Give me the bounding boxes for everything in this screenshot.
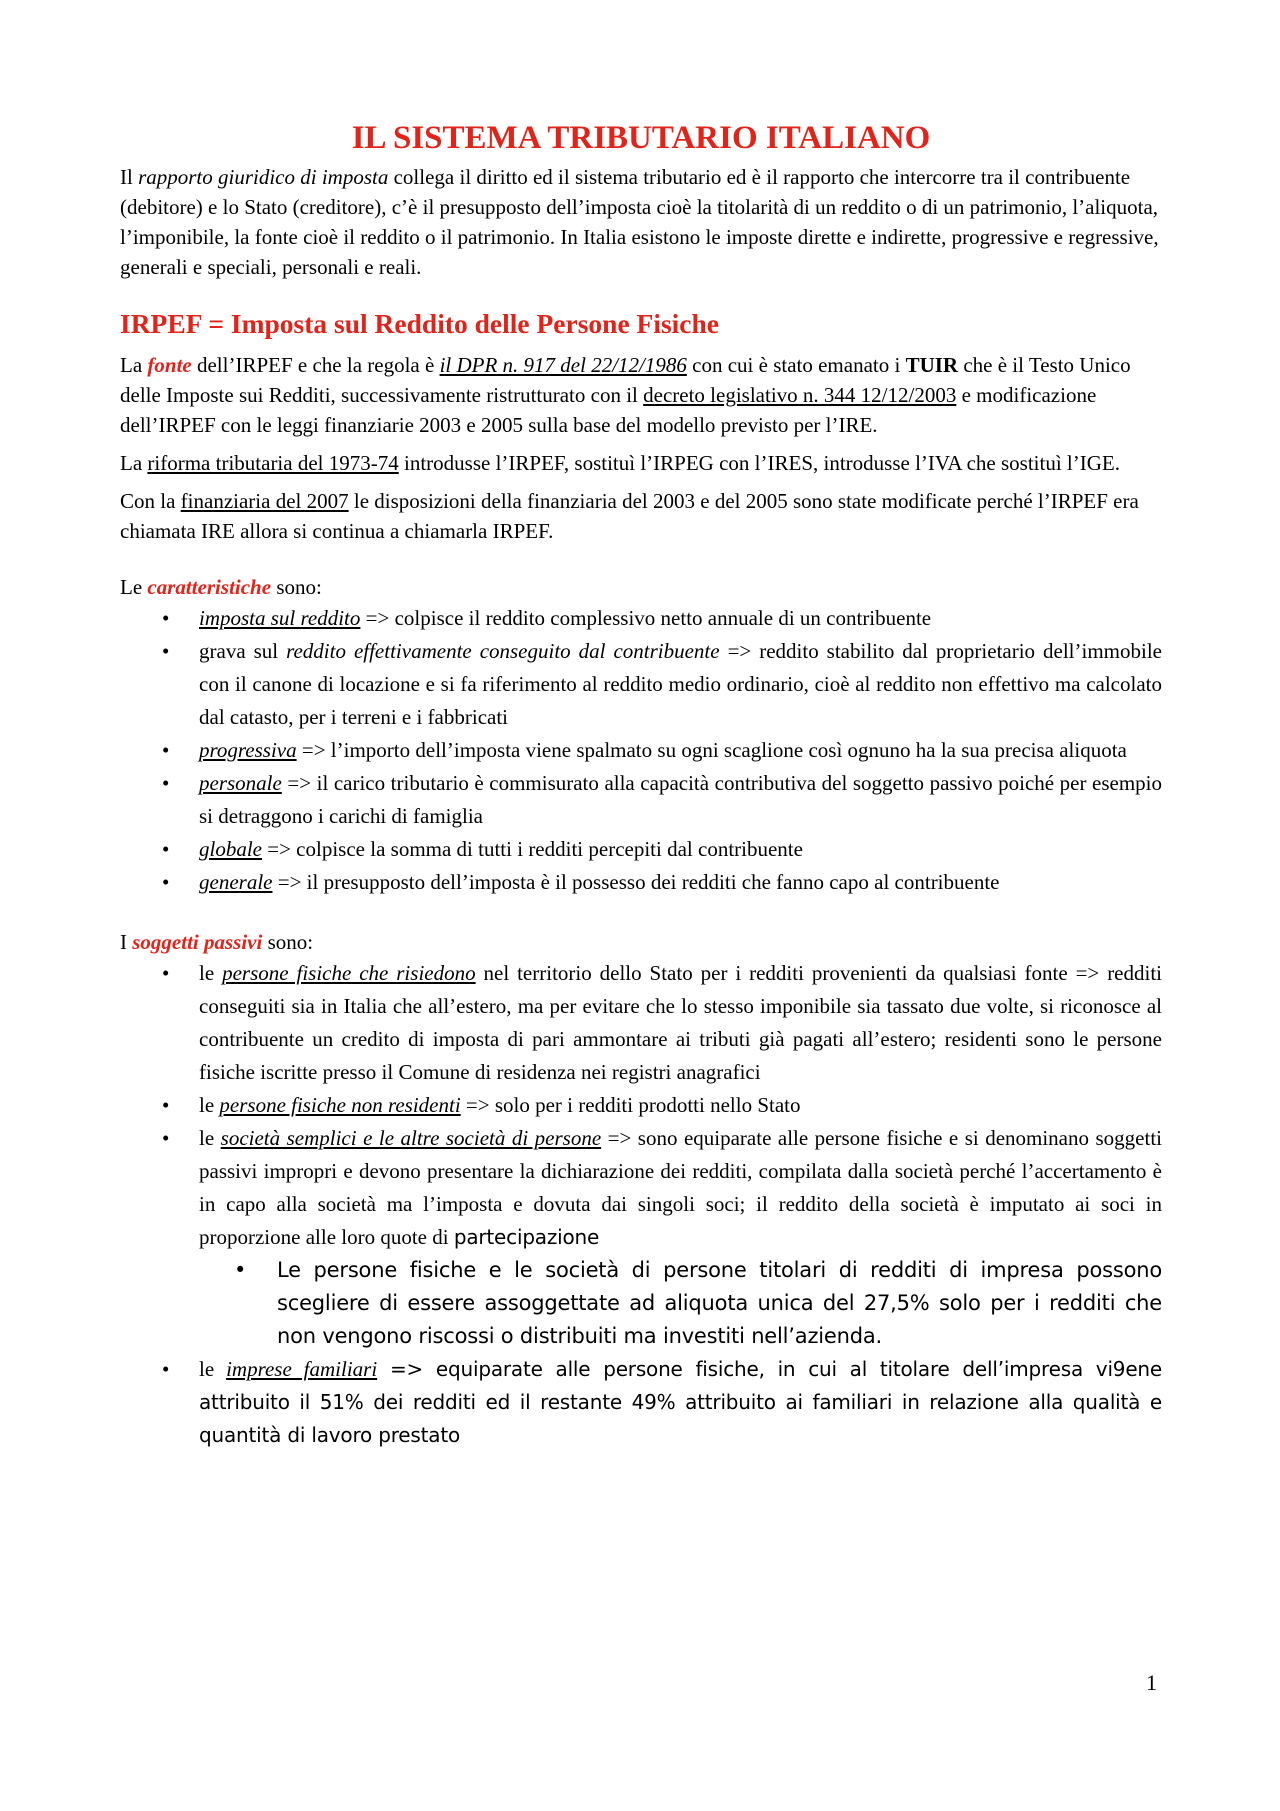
list-item-pre: le — [199, 961, 223, 985]
tuir-bold: TUIR — [905, 353, 959, 377]
caratteristiche-lead — [120, 572, 1162, 602]
dpr-reference: il DPR n. 917 del 22/12/1986 — [439, 353, 687, 377]
page-number: 1 — [1146, 1670, 1157, 1695]
list-item — [120, 866, 1162, 899]
list-item-term: persone fisiche non residenti — [219, 1093, 461, 1117]
list-item — [120, 734, 1162, 767]
soggetti-list — [120, 957, 1162, 1452]
riforma-reference: riforma tributaria del 1973-74 — [147, 451, 399, 475]
riforma-text-a: La — [120, 451, 148, 475]
fonte-paragraph — [120, 350, 1162, 440]
list-item — [120, 602, 1162, 635]
list-item-term: globale — [199, 837, 262, 861]
finanziaria-text-a: Con la — [120, 489, 181, 513]
list-item-text: => colpisce la somma di tutti i redditi percepiti dal contribuente — [262, 837, 803, 861]
list-item — [120, 1353, 1162, 1452]
finanziaria-text-c: le disposizioni della finanziaria del 2003 e del 2005 sono state modificate perché l’IRPEF era chiamata IRE allora si continua a chiamarla IRPEF. — [120, 489, 1139, 543]
caratteristiche-lead-c: sono: — [271, 575, 322, 599]
intro-text-start: Il — [120, 165, 139, 189]
list-item-term: imposta sul reddito — [199, 606, 361, 630]
finanziaria-reference: finanziaria del 2007 — [180, 489, 349, 513]
list-item-pre: grava sul — [199, 639, 287, 663]
fonte-text-c: dell’IRPEF e che la regola è — [191, 353, 440, 377]
list-item-tail: partecipazione — [453, 1225, 600, 1249]
list-item — [120, 767, 1162, 833]
decreto-reference: decreto legislativo n. 344 12/12/2003 — [643, 383, 957, 407]
list-item-pre: le — [199, 1093, 220, 1117]
list-item-term: società semplici e le altre società di persone — [220, 1126, 602, 1150]
riforma-text-c: introdusse l’IRPEF, sostituì l’IRPEG con l’IRES, introdusse l’IVA che sostituì l’IGE. — [398, 451, 1120, 475]
fonte-keyword: fonte — [147, 353, 192, 377]
list-item-term: generale — [199, 870, 273, 894]
list-item-term: progressiva — [199, 738, 297, 762]
list-item-text: => solo per i redditi prodotti nello Stato — [460, 1093, 801, 1117]
list-item — [120, 635, 1162, 734]
list-item-pre: le — [199, 1126, 221, 1150]
intro-paragraph — [120, 162, 1162, 282]
caratteristiche-list — [120, 602, 1162, 899]
finanziaria-paragraph — [120, 486, 1162, 546]
sub-list-item: • Le persone fisiche e le società di persone titolari di redditi di impresa possono scegliere di essere assoggettate ad aliquota unica del 27,5% solo per i redditi che non vengono riscossi o distribuiti ma investiti nell’azienda. — [199, 1254, 1162, 1353]
soggetti-keyword: soggetti passivi — [132, 930, 263, 954]
list-item-term: imprese familiari — [226, 1357, 378, 1381]
list-item-text: => l’importo dell’imposta viene spalmato su ogni scaglione così ognuno ha la sua precisa aliquota — [296, 738, 1127, 762]
list-item — [120, 833, 1162, 866]
list-item — [120, 1122, 1162, 1353]
soggetti-lead-a: I — [120, 930, 133, 954]
riforma-paragraph — [120, 448, 1162, 478]
intro-text-rest: collega il diritto ed il sistema tributario ed è il rapporto che intercorre tra il contribuente (debitore) e lo Stato (creditore), c’è il presupposto dell’imposta cioè la titolarità di un reddito o di un patrimonio, l’aliquota, l’imponibile, la fonte cioè il reddito o il patrimonio. In Italia esistono le imposte dirette e indirette, progressive e regressive, generali e speciali, personali e reali. — [120, 165, 1159, 279]
list-item-text: => reddito stabilito dal proprietario dell’immobile con il canone di locazione e si fa riferimento al reddito medio ordinario, cioè al reddito non effettivo ma calcolato dal catasto, per i terreni e i fabbricati — [199, 639, 1162, 729]
fonte-text-g: che è il Testo Unico delle Imposte sui Redditi, successivamente ristrutturato con il — [120, 353, 1131, 407]
fonte-text-e: con cui è stato emanato i — [686, 353, 906, 377]
intro-italic-term: rapporto giuridico di imposta — [138, 165, 389, 189]
list-item-text: => sono equiparate alle persone fisiche e si denominano soggetti passivi impropri e devono presentare la dichiarazione dei redditi, compilata dalla società perché l’accertamento è in capo alla società ma l’imposta e dovuta dai singoli soci; il reddito della società è imputato ai soci in proporzione alle loro quote di — [199, 1126, 1162, 1249]
page-content — [120, 118, 1162, 1452]
caratteristiche-keyword: caratteristiche — [147, 575, 272, 599]
fonte-text-i: e modificazione dell’IRPEF con le leggi finanziarie 2003 e 2005 sulla base del modello previsto per l’IRE. — [120, 383, 1097, 437]
document-title: IL SISTEMA TRIBUTARIO ITALIANO — [351, 120, 931, 156]
list-item-text: => colpisce il reddito complessivo netto annuale di un contribuente — [360, 606, 932, 630]
list-item-text: => equiparate alle persone fisiche, in cui al titolare dell’impresa vi9ene attribuito il 51% dei redditi ed il restante 49% attribuito ai familiari in relazione alla qualità e quantità di lavoro prestato — [199, 1357, 1163, 1447]
list-item-text: => il carico tributario è commisurato alla capacità contributiva del soggetto passivo poiché per esempio si detraggono i carichi di famiglia — [199, 771, 1162, 828]
list-item-text: => il presupposto dell’imposta è il possesso dei redditi che fanno capo al contribuente — [272, 870, 1000, 894]
soggetti-lead-c: sono: — [262, 930, 314, 954]
list-item — [120, 1089, 1162, 1122]
list-item-term: personale — [199, 771, 282, 795]
list-item-pre: le — [199, 1357, 227, 1381]
list-item-term: reddito effettivamente conseguito dal contribuente — [286, 639, 720, 663]
soggetti-lead — [120, 927, 1162, 957]
section-heading-irpef: IRPEF = Imposta sul Reddito delle Persone Fisiche — [120, 308, 720, 339]
caratteristiche-lead-a: Le — [120, 575, 148, 599]
list-item-term: persone fisiche che risiedono — [222, 961, 476, 985]
list-item-text: nel territorio dello Stato per i redditi provenienti da qualsiasi fonte => redditi conseguiti sia in Italia che all’estero, ma per evitare che lo stesso imponibile sia tassato due volte, si riconosce al contribuente un credito di imposta di pari ammontare ai tributi già pagati all’estero; residenti sono le persone fisiche iscritte presso il Comune di residenza nei registri anagrafici — [199, 961, 1163, 1084]
soggetti-sub-list — [199, 1254, 1162, 1353]
list-item — [120, 957, 1162, 1089]
fonte-text-a: La — [120, 353, 148, 377]
